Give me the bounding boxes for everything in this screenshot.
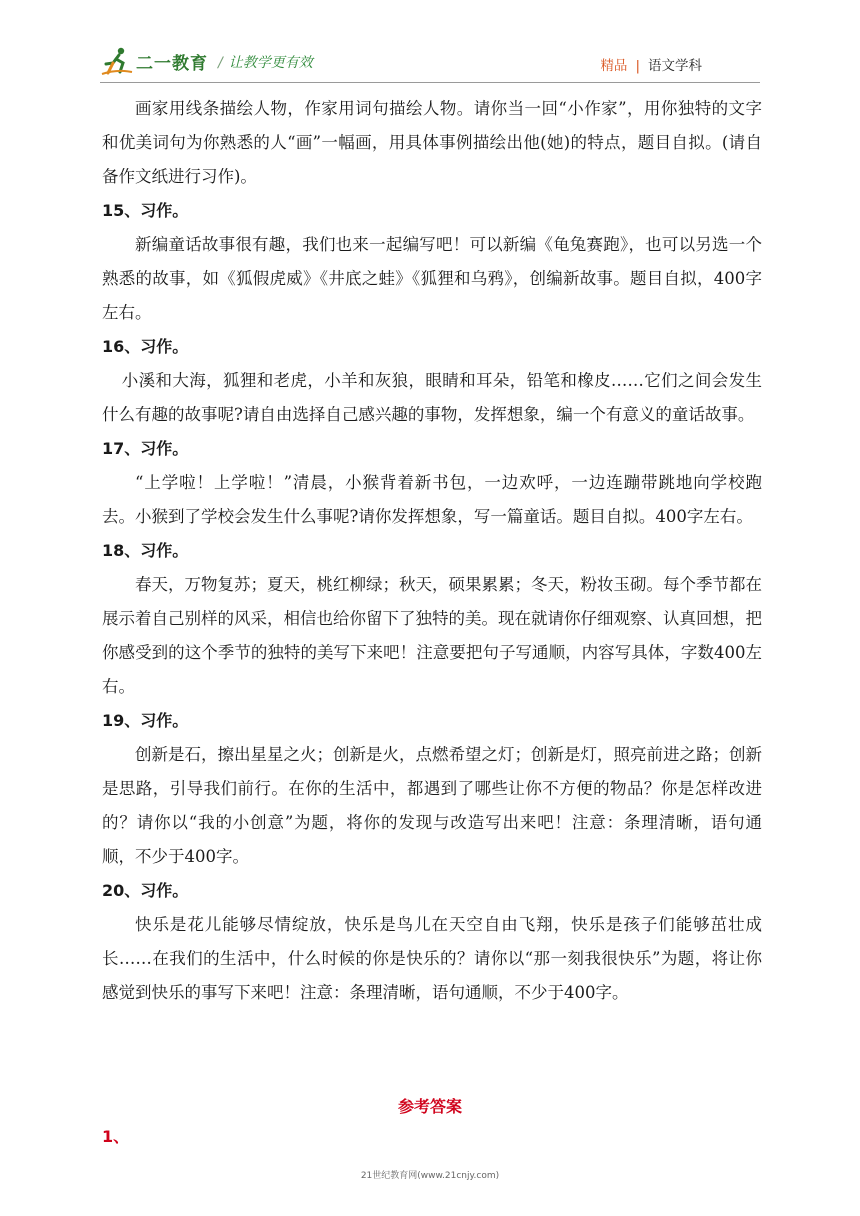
document-body [102,92,762,1010]
subject-tag [600,54,702,74]
header-divider [100,82,760,83]
answer-item-number: 1、 [102,1127,130,1146]
brand-logo [100,46,208,76]
slogan-text: 让教学更有效 [228,55,313,71]
runner-logo-icon [100,46,134,76]
question-16-heading: 16、习作。 [102,337,189,356]
question-20-body: 快乐是花儿能够尽情绽放，快乐是鸟儿在天空自由飞翔，快乐是孩子们能够茁壮成长……在我们的生活中，什么时候的你是快乐的？请你以“那一刻我很快乐”为题，将让你感觉到快乐的事写下来吧！注意：条理清晰，语句通顺，不少于400字。 [102,915,762,1002]
question-19-body: 创新是石，擦出星星之火；创新是火，点燃希望之灯；创新是灯，照亮前进之路；创新是思路，引导我们前行。在你的生活中，都遇到了哪些让你不方便的物品？你是怎样改进的？请你以“我的小创意”为题，将你的发现与改造写出来吧！注意：条理清晰，语句通顺，不少于400字。 [102,745,762,866]
slogan [218,52,313,72]
premium-label: 精品 [600,58,628,74]
slash-divider: / [218,55,223,71]
question-17-body: “上学啦！上学啦！”清晨，小猴背着新书包，一边欢呼，一边连蹦带跳地向学校跑去。小猴到了学校会发生什么事呢?请你发挥想象，写一篇童话。题目自拟。400字左右。 [102,473,762,526]
question-18-body: 春天，万物复苏；夏天，桃红柳绿；秋天，硕果累累；冬天，粉妆玉砌。每个季节都在展示着自己别样的风采，相信也给你留下了独特的美。现在就请你仔细观察、认真回想，把你感受到的这个季节的独特的美写下来吧！注意要把句子写通顺，内容写具体，字数400左右。 [102,575,762,696]
page-header [100,46,760,82]
answer-section-title: 参考答案 [397,1097,462,1116]
question-18-heading: 18、习作。 [102,541,189,560]
page-footer: 21世纪教育网(www.21cnjy.com) [360,1171,500,1181]
intro-paragraph: 画家用线条描绘人物，作家用词句描绘人物。请你当一回“小作家”，用你独特的文字和优美词句为你熟悉的人“画”一幅画，用具体事例描绘出他(她)的特点，题目自拟。(请自备作文纸进行习作)。 [102,99,762,186]
question-15-body: 新编童话故事很有趣，我们也来一起编写吧！可以新编《龟兔赛跑》，也可以另选一个熟悉的故事，如《狐假虎威》《井底之蛙》《狐狸和乌鸦》，创编新故事。题目自拟，400字左右。 [102,235,762,322]
logo-text: 二一教育 [136,53,208,74]
subject-label: 语文学科 [648,58,702,74]
question-19-heading: 19、习作。 [102,711,189,730]
question-20-heading: 20、习作。 [102,881,189,900]
question-16-body: 小溪和大海，狐狸和老虎，小羊和灰狼，眼睛和耳朵，铅笔和橡皮……它们之间会发生什么有趣的故事呢?请自由选择自己感兴趣的事物，发挥想象，编一个有意义的童话故事。 [102,371,762,424]
question-15-heading: 15、习作。 [102,201,189,220]
tag-separator: | [635,58,640,74]
question-17-heading: 17、习作。 [102,439,189,458]
